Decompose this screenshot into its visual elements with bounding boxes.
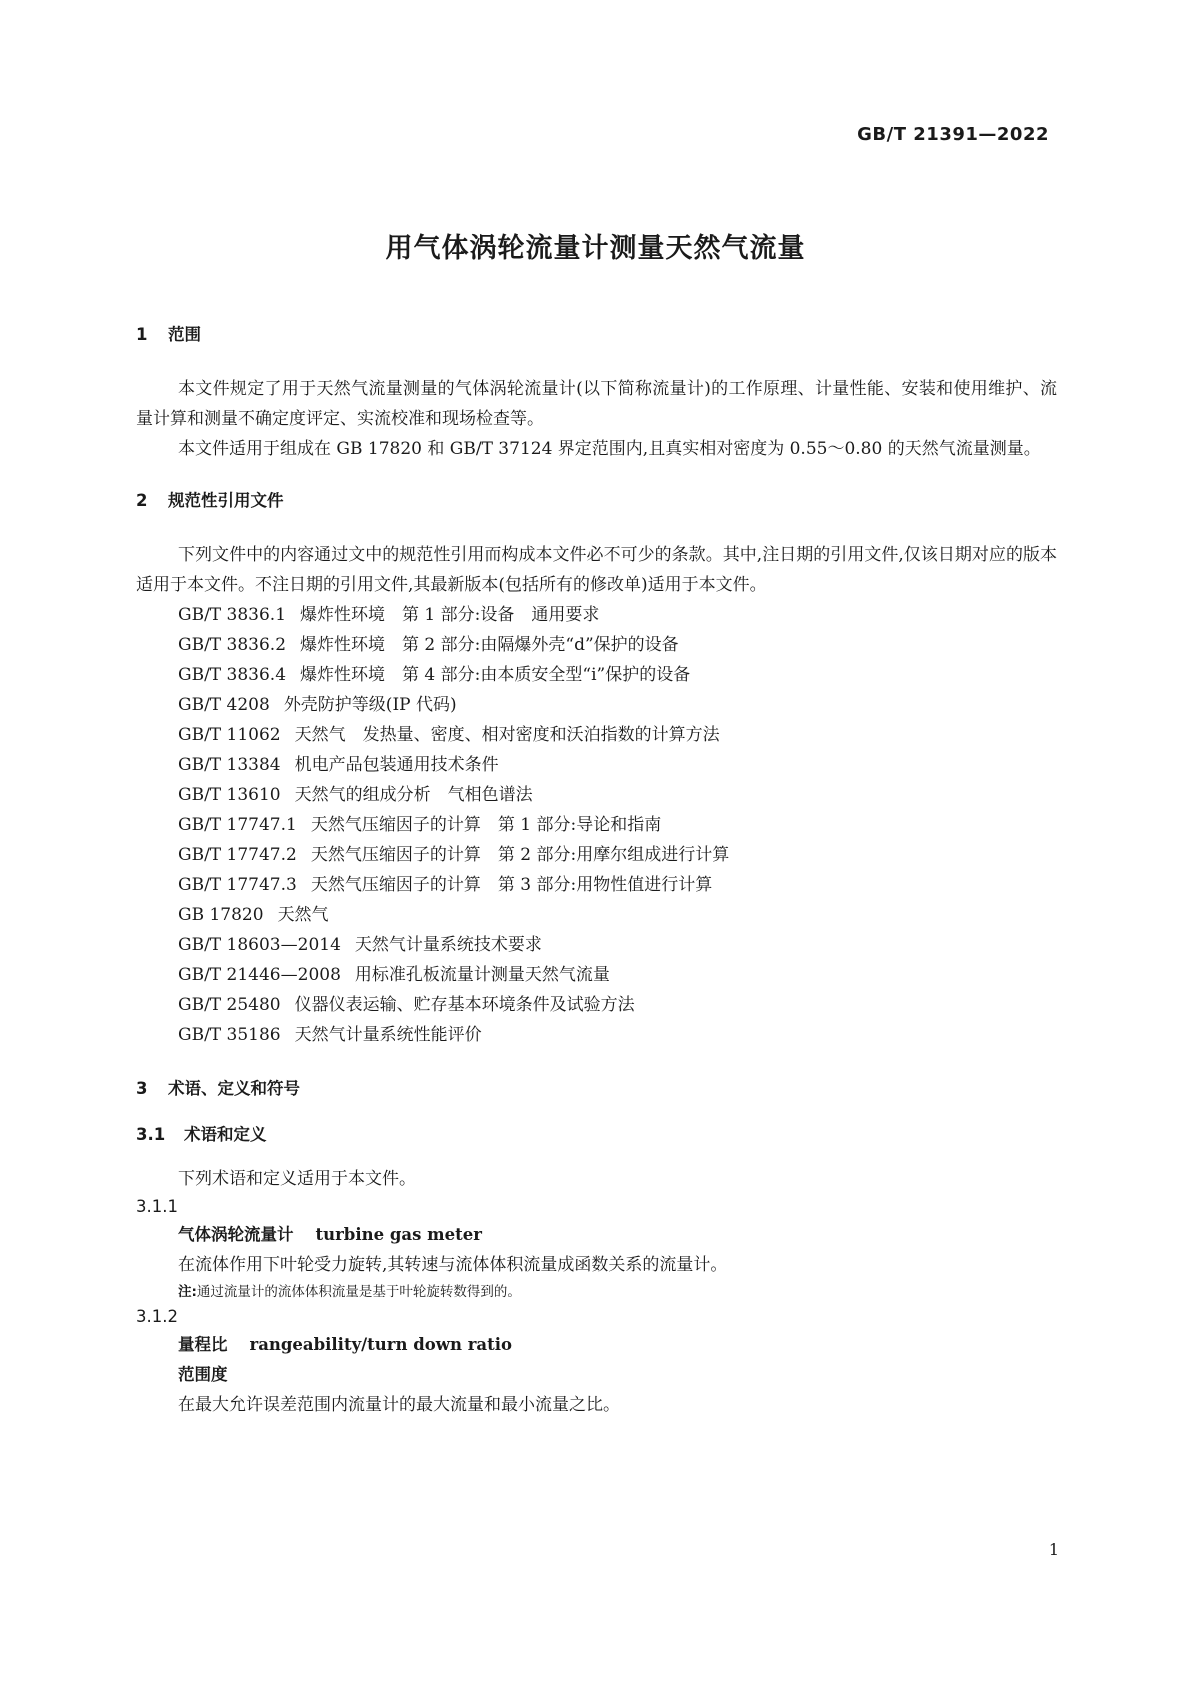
- reference-item: [136, 630, 1057, 660]
- note-label: 注:: [178, 1284, 197, 1300]
- section-number: 1: [136, 325, 148, 344]
- reference-title: 机电产品包装通用技术条件: [294, 755, 499, 775]
- term-number: 3.1.1: [136, 1197, 178, 1216]
- term-alternative-name: 范围度: [178, 1365, 228, 1384]
- reference-item: [136, 870, 1057, 900]
- subsection-title: 术语和定义: [184, 1125, 267, 1144]
- reference-code: GB/T 25480: [178, 995, 281, 1015]
- term-definition: 在最大允许误差范围内流量计的最大流量和最小流量之比。: [178, 1395, 620, 1415]
- scope-paragraph-2: 本文件适用于组成在 GB 17820 和 GB/T 37124 界定范围内,且真实相对密度为 0.55～0.80 的天然气流量测量。: [178, 439, 1041, 459]
- term-name: [136, 1330, 1057, 1360]
- section-number: 3: [136, 1079, 148, 1098]
- term-name-en: turbine gas meter: [315, 1225, 482, 1244]
- reference-title: 爆炸性环境 第 4 部分:由本质安全型“i”保护的设备: [300, 665, 691, 685]
- section-title: 术语、定义和符号: [168, 1079, 300, 1098]
- reference-code: GB/T 13384: [178, 755, 281, 775]
- subsection-heading-terms-definitions: [136, 1122, 1057, 1148]
- term-definition: 在流体作用下叶轮受力旋转,其转速与流体体积流量成函数关系的流量计。: [178, 1255, 728, 1275]
- reference-item: [136, 720, 1057, 750]
- references-intro: 下列文件中的内容通过文中的规范性引用而构成本文件必不可少的条款。其中,注日期的引用文件,仅该日期对应的版本适用于本文件。不注日期的引用文件,其最新版本(包括所有的修改单)适用于本文件。: [136, 545, 1057, 595]
- term-name-zh: 气体涡轮流量计: [178, 1225, 294, 1244]
- reference-code: GB/T 35186: [178, 1025, 281, 1045]
- page-number: 1: [1048, 1540, 1059, 1559]
- reference-code: GB/T 11062: [178, 725, 281, 745]
- reference-item: [136, 930, 1057, 960]
- term-name-zh: 量程比: [178, 1335, 228, 1354]
- reference-title: 外壳防护等级(IP 代码): [283, 695, 457, 715]
- reference-title: 天然气: [277, 905, 329, 925]
- reference-code: GB/T 3836.4: [178, 665, 287, 685]
- reference-item: [136, 750, 1057, 780]
- reference-title: 爆炸性环境 第 2 部分:由隔爆外壳“d”保护的设备: [300, 635, 679, 655]
- reference-item: [136, 810, 1057, 840]
- reference-code: GB/T 17747.1: [178, 815, 297, 835]
- scope-paragraph-1: 本文件规定了用于天然气流量测量的气体涡轮流量计(以下简称流量计)的工作原理、计量性能、安装和使用维护、流量计算和测量不确定度评定、实流校准和现场检查等。: [136, 379, 1057, 429]
- section-heading-normative-references: [136, 488, 1057, 514]
- section-heading-scope: [136, 322, 1057, 348]
- reference-item: [136, 600, 1057, 630]
- document-title: 用气体涡轮流量计测量天然气流量: [385, 233, 806, 264]
- reference-code: GB/T 18603—2014: [178, 935, 341, 955]
- reference-title: 天然气压缩因子的计算 第 2 部分:用摩尔组成进行计算: [310, 845, 730, 865]
- reference-title: 天然气压缩因子的计算 第 1 部分:导论和指南: [310, 815, 662, 835]
- term-note: [136, 1280, 1057, 1304]
- term-name: [136, 1220, 1057, 1250]
- term-name-en: rangeability/turn down ratio: [249, 1335, 513, 1354]
- reference-title: 仪器仪表运输、贮存基本环境条件及试验方法: [294, 995, 635, 1015]
- reference-list: [136, 600, 1057, 1050]
- section-number: 2: [136, 491, 148, 510]
- reference-title: 天然气 发热量、密度、相对密度和沃泊指数的计算方法: [294, 725, 720, 745]
- section-heading-terms: [136, 1076, 1057, 1102]
- reference-code: GB/T 4208: [178, 695, 270, 715]
- reference-item: [136, 840, 1057, 870]
- term-number: 3.1.2: [136, 1307, 178, 1326]
- section-title: 规范性引用文件: [168, 491, 284, 510]
- reference-title: 天然气计量系统技术要求: [354, 935, 542, 955]
- reference-item: [136, 960, 1057, 990]
- document-body: [136, 322, 1057, 1420]
- subsection-number: 3.1: [136, 1125, 166, 1144]
- reference-item: [136, 660, 1057, 690]
- reference-item: [136, 1020, 1057, 1050]
- reference-code: GB/T 17747.2: [178, 845, 297, 865]
- reference-item: [136, 900, 1057, 930]
- reference-code: GB/T 17747.3: [178, 875, 297, 895]
- reference-title: 爆炸性环境 第 1 部分:设备 通用要求: [300, 605, 600, 625]
- reference-code: GB/T 3836.2: [178, 635, 287, 655]
- section-title: 范围: [168, 325, 201, 344]
- reference-code: GB/T 21446—2008: [178, 965, 341, 985]
- reference-item: [136, 780, 1057, 810]
- terms-intro: 下列术语和定义适用于本文件。: [178, 1169, 416, 1189]
- reference-item: [136, 690, 1057, 720]
- note-text: 通过流量计的流体体积流量是基于叶轮旋转数得到的。: [196, 1284, 521, 1300]
- reference-title: 用标准孔板流量计测量天然气流量: [354, 965, 610, 985]
- reference-code: GB/T 13610: [178, 785, 281, 805]
- reference-title: 天然气计量系统性能评价: [294, 1025, 482, 1045]
- reference-item: [136, 990, 1057, 1020]
- reference-code: GB 17820: [178, 905, 264, 925]
- document-code: GB/T 21391—2022: [857, 124, 1049, 145]
- reference-code: GB/T 3836.1: [178, 605, 287, 625]
- reference-title: 天然气压缩因子的计算 第 3 部分:用物性值进行计算: [310, 875, 713, 895]
- reference-title: 天然气的组成分析 气相色谱法: [294, 785, 533, 805]
